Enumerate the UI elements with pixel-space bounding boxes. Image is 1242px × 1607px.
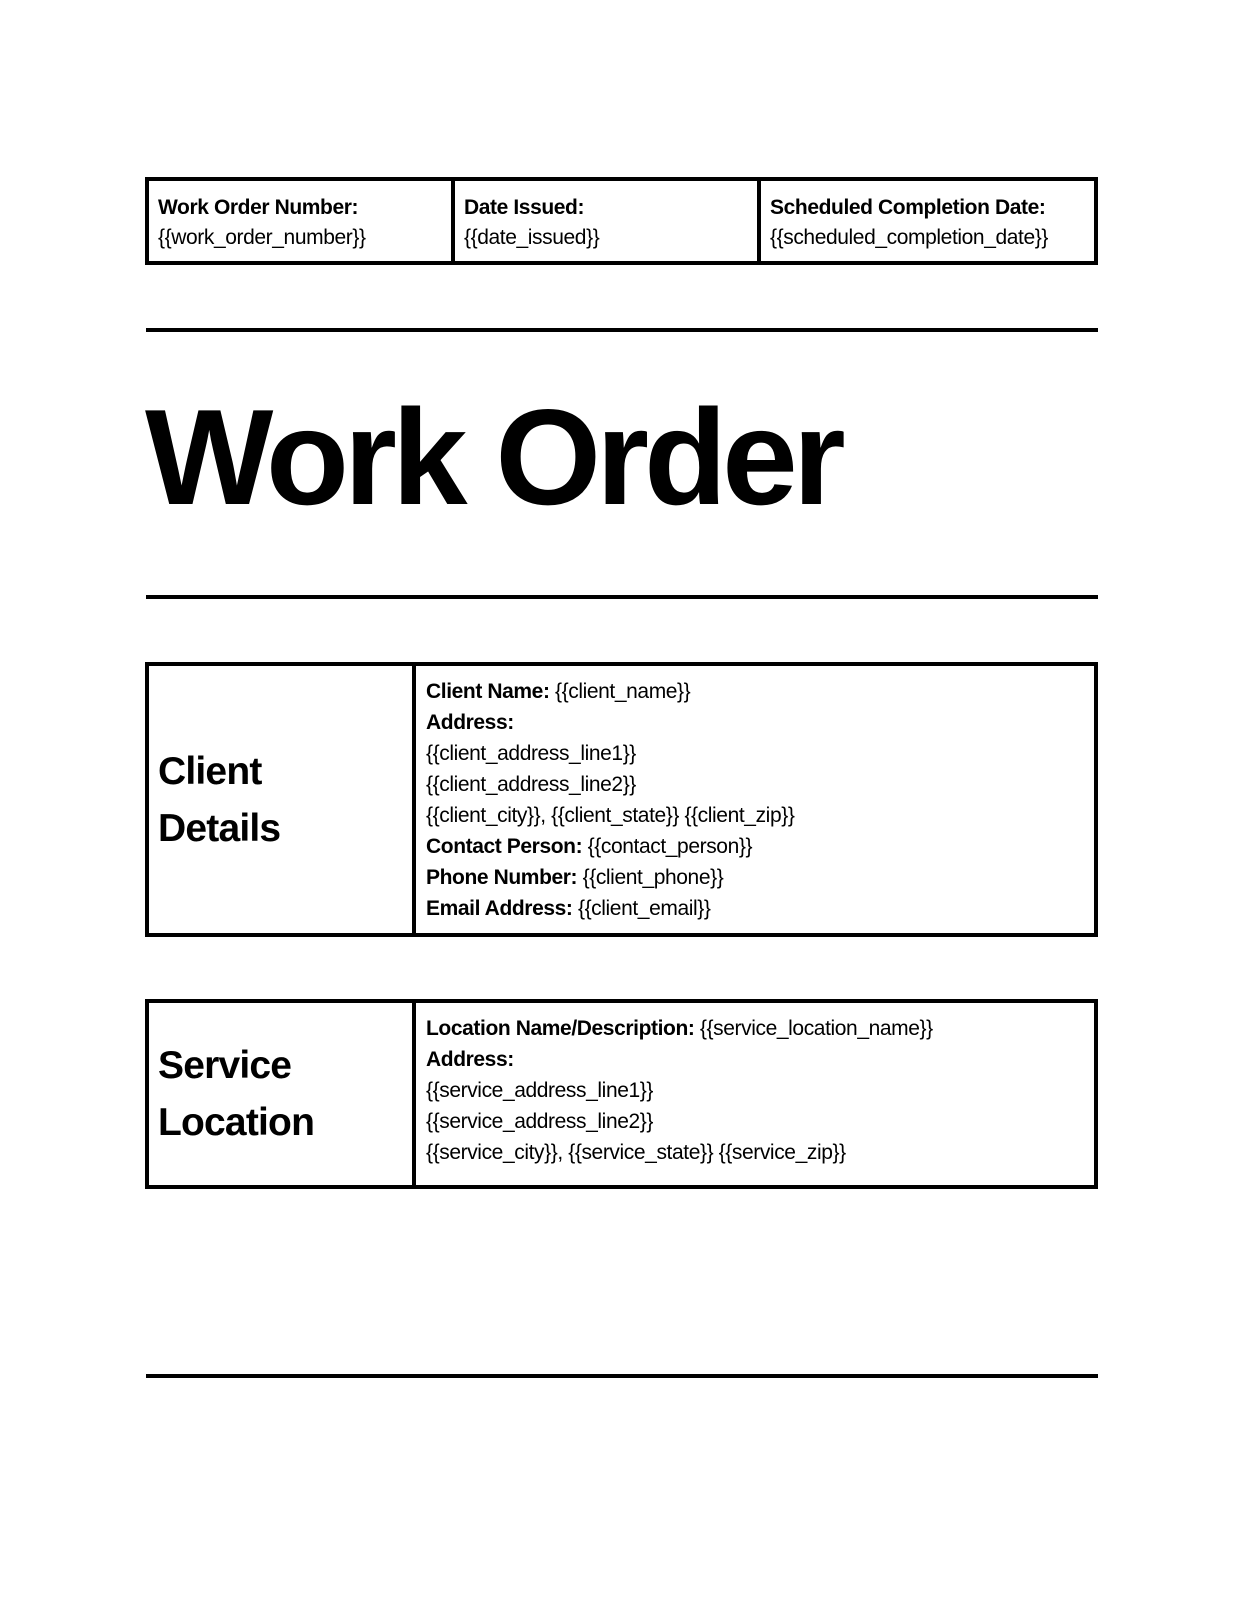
service-address-row (426, 1044, 1084, 1075)
client-address-line2: {{client_address_line2}} (426, 773, 636, 796)
client-heading-line2: Details (158, 806, 281, 850)
document-title: Work Order (145, 381, 841, 533)
client-address-row (426, 707, 1084, 738)
location-name-value: {{service_location_name}} (699, 1017, 933, 1040)
scheduled-completion-cell (761, 181, 1094, 261)
phone-number-value: {{client_phone}} (582, 866, 724, 889)
client-address-line3: {{client_city}}, {{client_state}} {{client_zip}} (426, 804, 795, 827)
phone-number-row (426, 862, 1084, 893)
client-heading-line1: Client (158, 749, 262, 793)
client-name-value: {{client_name}} (555, 680, 691, 703)
client-name-label: Client Name: (426, 680, 550, 703)
client-address-label: Address: (426, 711, 514, 734)
phone-number-label: Phone Number: (426, 866, 578, 889)
work-order-number-value: {{work_order_number}} (158, 226, 366, 249)
service-location-body (416, 1003, 1094, 1185)
order-meta-table (145, 177, 1098, 265)
client-name-row (426, 676, 1084, 707)
scheduled-completion-label: Scheduled Completion Date: (770, 196, 1046, 219)
contact-person-value: {{contact_person}} (587, 835, 753, 858)
service-heading-line1: Service (158, 1044, 292, 1087)
email-address-row (426, 893, 1084, 924)
date-issued-value: {{date_issued}} (464, 226, 600, 249)
service-address-line3: {{service_city}}, {{service_state}} {{service_zip}} (426, 1141, 846, 1164)
date-issued-cell (455, 181, 761, 261)
service-address-label: Address: (426, 1048, 514, 1071)
service-address-line1: {{service_address_line1}} (426, 1079, 654, 1102)
location-name-label: Location Name/Description: (426, 1017, 695, 1040)
service-address-line2: {{service_address_line2}} (426, 1110, 654, 1133)
work-order-number-cell (149, 181, 455, 261)
service-location-heading (149, 1003, 416, 1185)
scheduled-completion-value: {{scheduled_completion_date}} (770, 226, 1048, 249)
divider-middle (146, 595, 1098, 599)
service-location-section (145, 999, 1098, 1189)
client-details-section (145, 662, 1098, 937)
client-address-line1: {{client_address_line1}} (426, 742, 636, 765)
divider-top (146, 328, 1098, 332)
contact-person-row (426, 831, 1084, 862)
client-details-body (416, 666, 1094, 933)
location-name-row (426, 1013, 1084, 1044)
email-address-label: Email Address: (426, 897, 573, 920)
client-details-heading (149, 666, 416, 933)
date-issued-label: Date Issued: (464, 196, 585, 219)
divider-bottom (146, 1374, 1098, 1378)
service-heading-line2: Location (158, 1101, 315, 1144)
email-address-value: {{client_email}} (577, 897, 711, 920)
contact-person-label: Contact Person: (426, 835, 583, 858)
work-order-number-label: Work Order Number: (158, 196, 359, 219)
